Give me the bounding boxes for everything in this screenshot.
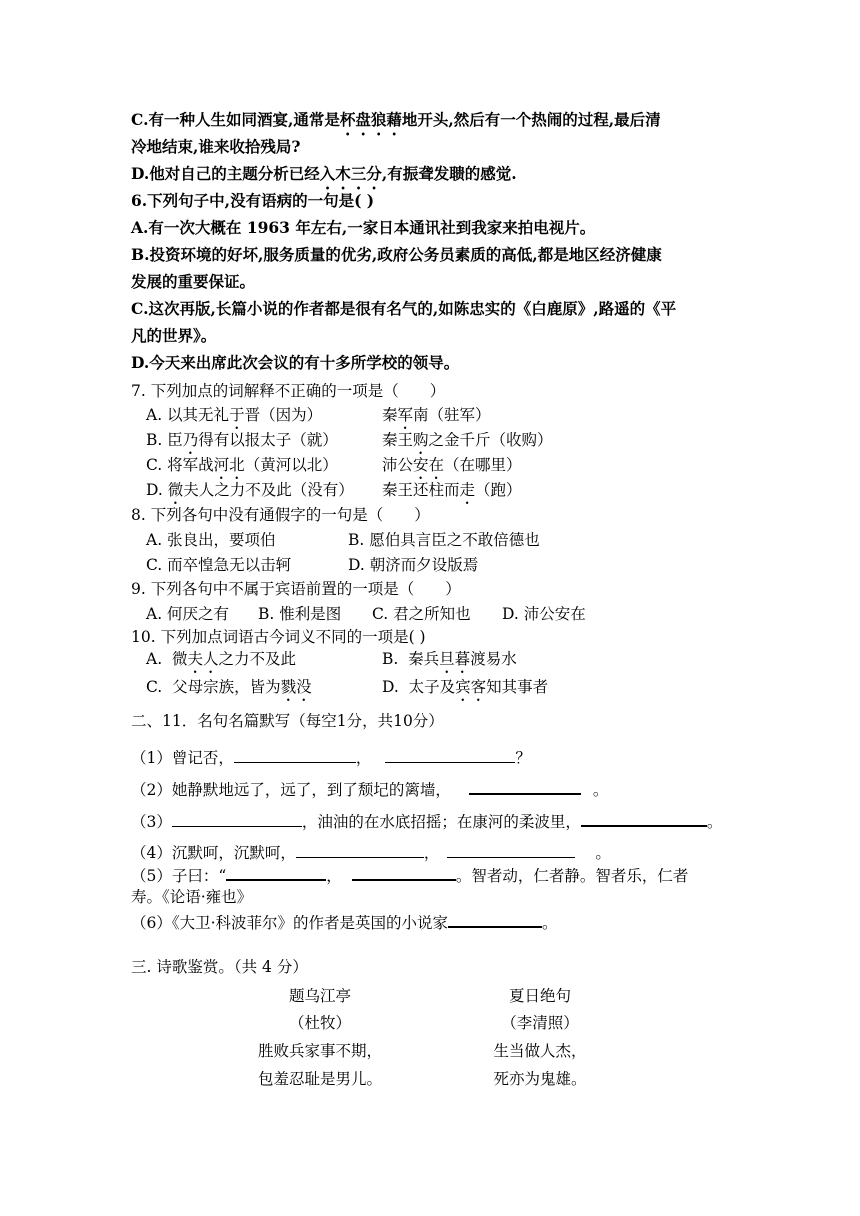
dictation-item-3-text: （3） [131, 813, 172, 831]
q6-option-b-line1: B.投资环境的好坏,服务质量的优劣,政府公务员素质的高低,都是地区经济健康 [131, 245, 662, 264]
q7-option-a-part1: A. 以其无礼于晋（因为） [146, 406, 323, 424]
dictation-end-mark: 。 [706, 813, 723, 831]
q7-option-a-part2: 秦军南（驻军） [382, 406, 491, 424]
answer-blank[interactable] [469, 777, 581, 795]
q7-option-d-part1: D. 微夫人之力不及此（没有） [146, 481, 354, 499]
q10-option-c: C. 父母宗族，皆为戮没 [146, 678, 312, 696]
q8-option-a: A. 张良出，要项伯 [146, 531, 276, 549]
q6-option-c-line1: C.这次再版,长篇小说的作者都是很有名气的,如陈忠实的《白鹿原》,路遥的《平 [131, 299, 677, 318]
q9-option-c: C. 君之所知也 [372, 605, 471, 623]
dictation-item-5-line2: 寿。《论语·雍也》 [131, 888, 253, 906]
q6-option-c-line2: 凡的世界》。 [131, 326, 217, 345]
answer-blank[interactable] [352, 863, 456, 881]
q5-option-c-line2: 冷地结束,谁来收拾残局? [131, 137, 301, 156]
dictation-item-2-text: （2）她静默地远了，远了，到了颓圮的篱墙， [131, 781, 451, 799]
q5-option-d: D.他对自己的主题分析已经入木三分,有振聋发聩的感觉. [131, 164, 517, 183]
dictation-end-mark: 。 [542, 914, 558, 932]
answer-blank[interactable] [234, 746, 356, 763]
q7-option-b-part1: B. 臣乃得有以报太子（就） [146, 431, 338, 449]
dictation-item-5-tail: 。智者动，仁者静。智者乐，仁者 [455, 867, 689, 885]
section2-heading: 二、11．名句名篇默写（每空1分，共10分） [131, 712, 444, 730]
dictation-item-3 [131, 809, 722, 833]
dictation-separator: ， [326, 867, 342, 885]
poem2-line1: 生当做人杰， [493, 1042, 587, 1060]
answer-blank[interactable] [172, 810, 302, 827]
dictation-item-1 [131, 746, 531, 769]
answer-blank[interactable] [226, 863, 326, 881]
dictation-item-1-text: （1）曾记否， [131, 749, 234, 767]
q9-option-b: B. 惟利是图 [258, 605, 342, 623]
dictation-end-mark: ？ [515, 749, 531, 767]
q6-option-a: A.有一次大概在 1963 年左右,一家日本通讯社到我家来拍电视片。 [131, 218, 596, 237]
q8-stem: 8. 下列各句中没有通假字的一句是（ ） [131, 506, 430, 524]
q7-option-c-part2: 沛公安在（在哪里） [382, 456, 522, 474]
q7-option-c-part1: C. 将军战河北（黄河以北） [146, 456, 338, 474]
q6-option-d: D.今天来出席此次会议的有十多所学校的领导。 [131, 353, 460, 372]
dictation-item-4 [131, 841, 611, 864]
dictation-end-mark: 。 [595, 844, 611, 862]
q8-option-d: D. 朝济而夕设版焉 [348, 556, 479, 574]
dictation-separator: ， [423, 844, 440, 862]
poem1-author: （杜牧） [288, 1014, 351, 1032]
dictation-separator: ， [355, 749, 372, 767]
dictation-item-5 [131, 863, 688, 887]
dictation-item-5-text: （5）子曰：“ [131, 867, 227, 885]
q7-stem: 7. 下列加点的词解释不正确的一项是（ ） [131, 382, 446, 400]
poem1-title: 题乌江亭 [288, 987, 351, 1005]
q10-option-b: B. 秦兵旦暮渡易水 [382, 650, 517, 668]
poem2-title: 夏日绝句 [508, 987, 571, 1005]
answer-blank[interactable] [385, 746, 515, 763]
q7-option-d-part2: 秦王还柱而走（跑） [382, 481, 522, 499]
q10-option-d: D. 太子及宾客知其事者 [382, 678, 549, 696]
q10-option-a: A. 微夫人之力不及此 [146, 650, 297, 668]
dictation-item-6 [131, 910, 558, 934]
answer-blank[interactable] [447, 841, 575, 858]
answer-blank[interactable] [581, 809, 707, 827]
dictation-item-4-text: （4）沉默呵，沉默呵， [131, 844, 296, 862]
dictation-item-2 [131, 777, 608, 801]
q10-stem: 10. 下列加点词语古今词义不同的一项是( ) [131, 628, 426, 646]
dictation-end-mark: 。 [592, 781, 609, 799]
poem2-author: （李清照） [501, 1014, 579, 1032]
q8-option-c: C. 而卒惶急无以击轲 [146, 556, 292, 574]
poem1-line2: 包羞忍耻是男儿。 [257, 1070, 382, 1088]
dictation-item-6-text: （6）《大卫·科波菲尔》的作者是英国的小说家 [131, 914, 449, 932]
q5-option-c-line1: C.有一种人生如同酒宴,通常是杯盘狼藉地开头,然后有一个热闹的过程,最后清 [131, 110, 661, 129]
q9-stem: 9. 下列各句中不属于宾语前置的一项是（ ） [131, 580, 461, 598]
answer-blank[interactable] [296, 841, 424, 858]
answer-blank[interactable] [448, 910, 542, 928]
poem2-line2: 死亦为鬼雄。 [493, 1070, 587, 1088]
poem1-line1: 胜败兵家事不期， [257, 1042, 382, 1060]
q9-option-a: A. 何厌之有 [146, 605, 230, 623]
section3-heading: 三. 诗歌鉴赏。（共 4 分） [131, 958, 308, 976]
q6-option-b-line2: 发展的重要保证。 [131, 272, 256, 291]
q6-stem: 6.下列句子中,没有语病的一句是( ) [131, 191, 375, 210]
dictation-item-3-middle: ，油油的在水底招摇；在康河的柔波里， [301, 813, 581, 831]
q9-option-d: D. 沛公安在 [502, 605, 586, 623]
q7-option-b-part2: 秦王购之金千斤（收购） [382, 431, 553, 449]
q8-option-b: B. 愿伯具言臣之不敢倍德也 [348, 531, 540, 549]
